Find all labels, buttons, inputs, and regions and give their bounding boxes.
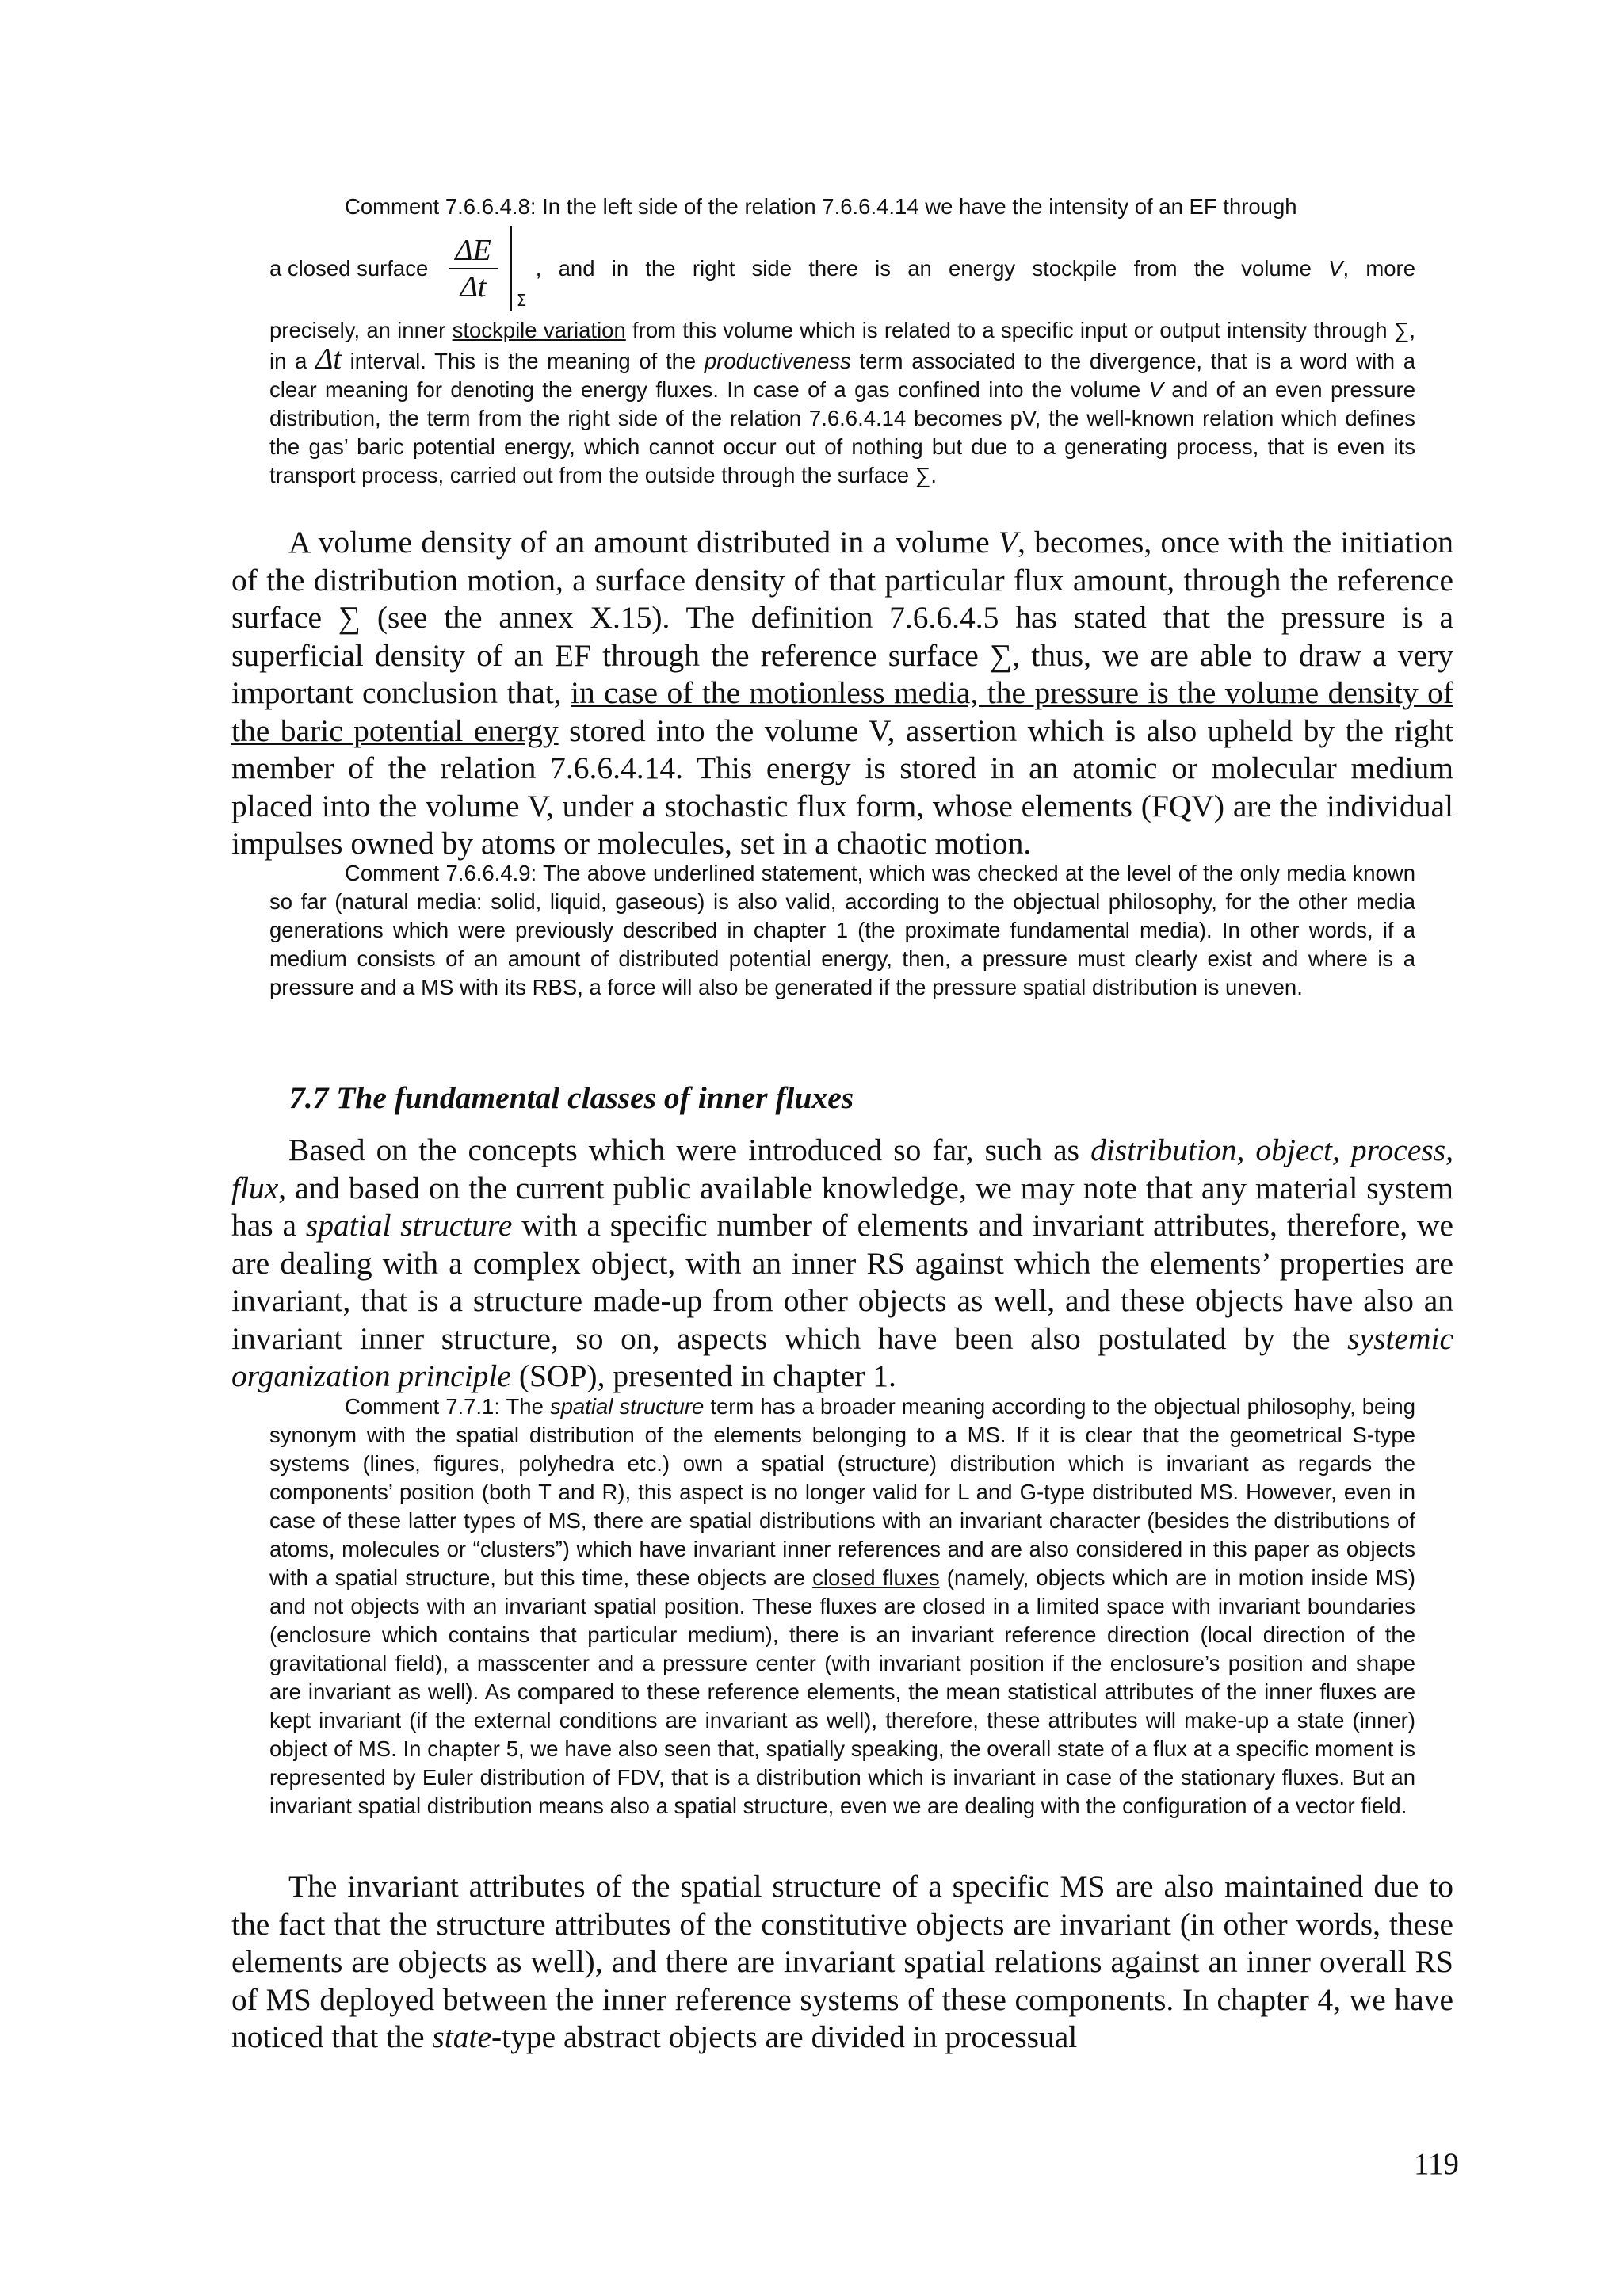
formula-numerator: ΔE <box>449 233 498 269</box>
paragraph <box>231 524 1453 863</box>
comment-paragraph <box>269 1392 1415 1820</box>
body-text: , and based on the current public available knowledge, we may note that any material system has a <box>231 1170 1453 1243</box>
body-text: (SOP), presented in chapter 1. <box>510 1358 896 1393</box>
emphasized-term: spatial structure <box>549 1394 705 1419</box>
body-text: The invariant attributes of the spatial structure of a specific MS are also maintained due to the fact that the structure attributes of the constitutive objects are invariant (in other words, these elements are objects as well), and there are invariant spatial relations against an inner overall RS of MS deployed between the inner reference systems of these components. In chapter 4, we have noticed that the <box>231 1869 1453 2054</box>
comment-7-7-1 <box>269 1392 1415 1820</box>
comment-text: , more <box>1342 256 1415 281</box>
underlined-term: closed fluxes <box>812 1565 940 1590</box>
variable: V <box>998 525 1018 560</box>
formula-subscript: Σ <box>516 291 527 310</box>
formula-line <box>269 221 1415 316</box>
comment-text: and of an even pressure distribution, the term from the right side of the relation 7.6.6.4.14 becomes pV, the well-known relation which defines the gas’ baric potential energy, which cannot occur out of nothing but due to a generating process, that is even its transport process, carried out from the outside through the surface ∑. <box>269 377 1415 487</box>
delta-t-symbol: Δt <box>315 342 342 376</box>
comment-7-6-6-4-9 <box>269 859 1415 1002</box>
comment-text: (namely, objects which are in motion inside MS) and not objects with an invariant spatial position. These fluxes are closed in a limited space with invariant boundaries (enclosure which contains that particular medium), there is an invariant reference direction (local direction of the gravitational field), a masscenter and a pressure center (with invariant position if the enclosure’s position and shape are invariant as well). As compared to these reference elements, the mean statistical attributes of the inner fluxes are kept invariant (if the external conditions are invariant as well), therefore, these attributes will make-up a state (inner) object of MS. In chapter 5, we have also seen that, spatially speaking, the overall state of a flux at a specific moment is represented by Euler distribution of FDV, that is a distribution which is invariant in case of the stationary fluxes. But an invariant spatial distribution means also a spatial structure, even we are dealing with the configuration of a vector field. <box>269 1565 1415 1818</box>
underlined-term: stockpile variation <box>452 318 626 342</box>
comment-text: interval. This is the meaning of the <box>341 349 705 373</box>
body-paragraph-2 <box>231 1132 1453 1396</box>
comment-text: from this volume which is related to a specific input or output intensity through ∑, in a <box>269 318 1416 373</box>
comment-text: term has a broader meaning according to the objectual philosophy, being synonym with the spatial distribution of the elements belonging to a MS. If it is clear that the geometrical S-type systems (lines, figures, polyhedra etc.) own a spatial (structure) distribution which is invariant as regards the components’ position (both T and R), this aspect is no longer valid for L and G-type distributed MS. However, even in case of these latter types of MS, there are spatial distributions with an invariant character (besides the distributions of atoms, molecules or “clusters”) which have invariant inner references and are also considered in this paper as objects with a spatial structure, but this time, these objects are <box>269 1394 1415 1590</box>
comment-text: , and in the right side there is an energy stockpile from the volume <box>535 256 1329 281</box>
comment-line: Comment 7.6.6.4.8: In the left side of the relation 7.6.6.4.14 we have the intensity of an EF through <box>345 194 1297 219</box>
body-text: with a specific number of elements and invariant attributes, therefore, we are dealing with a complex object, with an inner RS against which the elements’ properties are invariant, that is a structure made-up from other objects as well, and these objects have also an invariant inner structure, so on, aspects which have been also postulated by the <box>231 1208 1453 1356</box>
page-number: 119 <box>1414 2147 1460 2181</box>
body-text: , becomes, once with the initiation of the distribution motion, a surface density of that particular flux amount, through the reference surface ∑ (see the annex X.15). The definition 7.6.6.4.5 has stated that the pressure is a superficial density of an EF through the reference surface ∑, thus, we are able to draw a very important conclusion that, <box>231 525 1453 710</box>
body-paragraph-3 <box>231 1868 1453 2057</box>
emphasized-term: state <box>432 2019 491 2054</box>
emphasized-term: systemic organization principle <box>231 1320 1453 1393</box>
evaluation-bar <box>510 226 527 311</box>
body-text: -type abstract objects are divided in processual <box>491 2019 1078 2054</box>
paragraph <box>231 1868 1453 2057</box>
body-text: stored into the volume V, assertion which is also upheld by the right member of the relation 7.6.6.4.14. This energy is stored in an atomic or molecular medium placed into the volume V, under a stochastic flux form, whose elements (FQV) are the individual impulses owned by atoms or molecules, set in a chaotic motion. <box>231 712 1453 861</box>
emphasized-term: spatial structure <box>305 1208 513 1243</box>
comment-text: a closed surface <box>269 256 429 281</box>
body-text: Based on the concepts which were introduced so far, such as <box>288 1133 1091 1167</box>
variable: V <box>1148 377 1163 402</box>
emphasized-term: productiveness <box>704 349 851 373</box>
variable: V <box>1328 256 1343 281</box>
emphasized-term: distribution, object, process, flux <box>231 1133 1453 1205</box>
paragraph <box>231 1132 1453 1396</box>
comment-text: term associated to the divergence, that is a word with a clear meaning for denoting the energy fluxes. In case of a gas confined into the volume <box>269 349 1415 402</box>
formula-denominator: Δt <box>460 270 487 304</box>
section-heading: 7.7 The fundamental classes of inner fluxes <box>289 1080 854 1115</box>
comment-paragraph <box>269 316 1415 490</box>
body-text: A volume density of an amount distributed in a volume <box>288 525 999 560</box>
underlined-statement: in case of the motionless media, the pressure is the volume density of the baric potential energy <box>231 675 1453 748</box>
comment-7-6-6-4-8 <box>269 193 1415 490</box>
comment-text: precisely, an inner <box>269 318 453 342</box>
comment-paragraph: Comment 7.6.6.4.9: The above underlined statement, which was checked at the level of the only media known so far (natural media: solid, liquid, gaseous) is also valid, according to the objectual philosophy, for the other media generations which were previously described in chapter 1 (the proximate fundamental media). In other words, if a medium consists of an amount of distributed potential energy, then, a pressure must clearly exist and where is a pressure and a MS with its RBS, a force will also be generated if the pressure spatial distribution is uneven. <box>269 861 1415 999</box>
body-paragraph-1 <box>231 524 1453 863</box>
comment-text <box>536 254 1415 283</box>
comment-text: Comment 7.7.1: The <box>345 1394 550 1419</box>
delta-e-over-delta-t-formula <box>449 233 498 304</box>
